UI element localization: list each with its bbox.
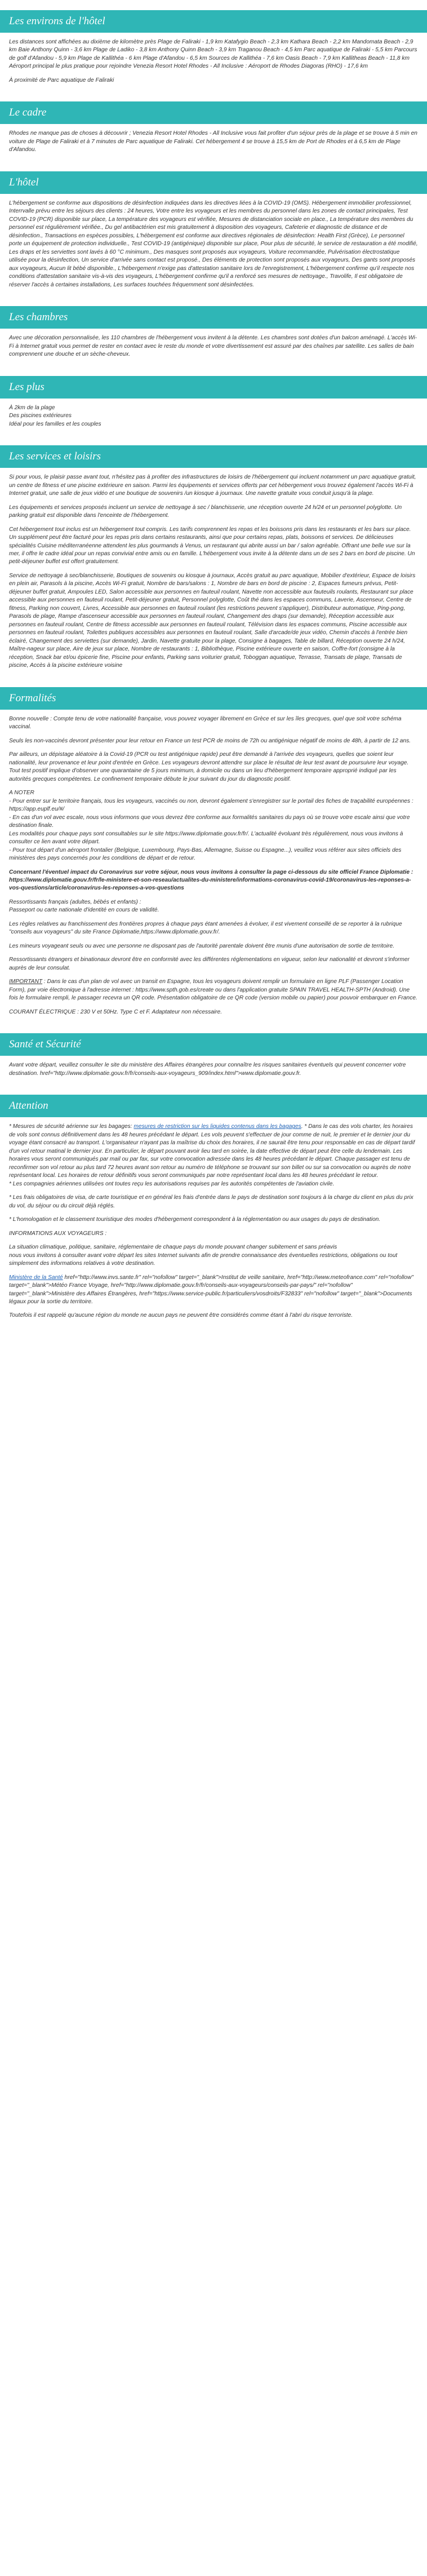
- section-title-hotel: L'hôtel: [0, 171, 427, 194]
- section-plus: [0, 399, 427, 435]
- section-cadre: [0, 124, 427, 161]
- note-line: - Pour tout départ d'un aéroport frontalier (Belgique, Luxembourg, Pays-Bas, Allemagne, Suisse ou Espagne...), veuillez vous référer aux sites officiels des ministères des pays concernés pour les conditions de départ et de retour.: [9, 847, 402, 862]
- line: href="http://www.invs.sante.fr" rel="nofollow" target="_blank">Institut de veille sanitaire, href="http://www.meteofrance.com" rel="nofollow" target="_blank">Météo France Voyage, href="http://www.diplomatie.gouv.fr/fr/conseils-aux-voyageurs/conseils-par-pays/" rel="nofollow" target="_blank">Ministère des Affaires Étrangères, href="https://www.service-public.fr/particuliers/vosdroits/F32833" rel="nofollow" target="_blank">Documents légaux pour la sortie du territoire.: [9, 1274, 413, 1305]
- note-title: A NOTER: [9, 790, 34, 796]
- paragraph: Cet hébergement tout inclus est un hébergement tout compris. Les tarifs comprennent les repas et les boissons pris dans les restaurants et les bars sur place. Un supplément peut être facturé pour les repas pris dans certains restaurants, ainsi que pour certains repas, plats, boissons et services. De délicieuses spécialités Cuisine méditerranéenne attendent les plus gourmands à Venus, un restaurant qui abrite aussi un bar / salon agréable. Offrant une belle vue sur la mer, il offre le cadre idéal pour un repas convivial entre amis ou en famille. L'hébergement vous invite à la détente dans un de ses 2 bars en bord de piscine. Un petit-déjeuner buffet est offert gratuitement.: [9, 526, 415, 565]
- line: * Les compagnies aériennes utilisées ont toutes reçu les autorisations requises par les autorités compétentes de l'aviation civile.: [9, 1180, 335, 1187]
- line: Passeport ou carte nationale d'identité en cours de validité.: [9, 907, 159, 914]
- paragraph: [9, 898, 418, 915]
- important-label: IMPORTANT: [9, 979, 43, 985]
- paragraph: [9, 1274, 418, 1307]
- section-environs: [0, 33, 427, 91]
- note-line: - Pour entrer sur le territoire français, tous les voyageurs, vaccinés ou non, devront également s'enregistrer sur le portail des fiches de traçabilité européennes : https://app.euplf.eu/#/: [9, 798, 413, 813]
- section-title-chambres: Les chambres: [0, 306, 427, 329]
- paragraph: Les distances sont affichées au dixième de kilomètre près Plage de Faliraki - 1,9 km Katafygio Beach - 2,3 km Kathara Beach - 2,2 km Mandomata Beach - 2,9 km Baie Anthony Quinn - 3,6 km Plage de Ladiko - 3,8 km Anthony Quinn Beach - 3,9 km Traganou Beach - 4,5 km Parc aquatique de Faliraki - 5,5 km Parcours de golf d'Afandou - 5,9 km Plage de Kallithéa - 6 km Plage d'Afandou - 6,5 km Sources de Kallithéa - 7,6 km Oasis Beach - 7,9 km Kallitheas Beach - 11,8 km Aéroport principal le plus pratique pour rejoindre Venezia Resort Hotel Rhodes - All Inclusive : Aéroport de Rhodes Diagoras (RHO) - 17,6 km: [9, 39, 417, 70]
- paragraph: * L'homologation et le classement touristique des modes d'hébergement correspondent à la réglementation ou aux usages du pays de destination.: [9, 1216, 381, 1223]
- section-title-environs: Les environs de l'hôtel: [0, 10, 427, 33]
- list-item: À 2km de la plage: [9, 404, 55, 411]
- section-title-sante: Santé et Sécurité: [0, 1033, 427, 1056]
- paragraph: Les mineurs voyageant seuls ou avec une personne ne disposant pas de l'autorité parentale doivent être munis d'une autorisation de sortie de territoire.: [9, 942, 395, 949]
- paragraph: Par ailleurs, un dépistage aléatoire à la Covid-19 (PCR ou test antigénique rapide) peut être demandé à l'arrivée des voyageurs, quelles que soient leur nationalité, leur provenance et leur point d'entrée en Grèce. Les voyageurs devront attendre sur place le résultat de leur test avant de poursuivre leur voyage. Tout test positif implique d'observer une quarantaine de 5 jours minimum, à domicile ou dans un lieu d'hébergement temporaire approprié indiqué par les autorités grecques compétentes. Le confinement temporaire débute le jour suivant du jour du diagnostic positif.: [9, 751, 409, 782]
- line: La situation climatique, politique, sanitaire, réglementaire de chaque pays du monde pouvant changer subitement et sans préavis: [9, 1244, 337, 1251]
- ministere-sante-link[interactable]: Ministère de la Santé: [9, 1274, 63, 1281]
- paragraph: Avant votre départ, veuillez consulter le site du ministère des Affaires étrangères pour connaître les risques sanitaires éventuels qui peuvent concerner votre destination. href="http://www.diplomatie.gouv.fr/fr/conseils-aux-voyageurs_909/index.html">www.diplomatie.gouv.fr.: [9, 1062, 406, 1077]
- section-title-cadre: Le cadre: [0, 101, 427, 124]
- section-title-services: Les services et loisirs: [0, 445, 427, 468]
- line: . * Dans le cas des vols charter, les horaires de vols sont connus définitivement dans les 48 heures précédant le départ. Les vols peuvent s'effectuer de jour comme de nuit, le premier et le dernier jour du voyage étant consacré au transport. L'organisateur n'ayant pas la maîtrise du choix des horaires, il ne saurait être tenu pour responsable en cas de départ tardif d'un vol retour matinal le dernier jour. En particulier, le départ pouvant avoir lieu tard en soirée, la date effective de départ peut être celle du lendemain. Les horaires vous seront communiqués par mail ou par fax, sur votre convocation adressée dans les 48 heures précédant le départ. Chaque passager est tenu de reconfirmer son vol retour au plus tard 72 heures avant son retour au numéro de téléphone se trouvant sur son billet ou sur sa convocation ou auprès de notre représentant local. Les horaires de retour définitifs vous seront communiqués par notre représentant local dans les 48 heures précédant le retour.: [9, 1123, 415, 1179]
- list-item: Idéal pour les familles et les couples: [9, 421, 101, 427]
- paragraph: [9, 978, 418, 1002]
- paragraph: [9, 1123, 418, 1188]
- section-title-formalites: Formalités: [0, 687, 427, 710]
- line: : Dans le cas d'un plan de vol avec un transit en Espagne, tous les voyageurs doivent remplir un formulaire en ligne PLF (Passenger Location Form), par voie électronique à l'adresse internet : https://www.spth.gob.es/create ou dans l'application gratuite SPAIN TRAVEL HEALTH-SPTH (Android). Une fois le formulaire rempli, le passager recevra un QR code. Présentation obligatoire de ce QR code (version mobile ou papier) pour pouvoir embarquer en France.: [9, 979, 417, 1002]
- line: nous vous invitons à consulter avant votre départ les sites Internet suivants afin de prendre connaissance des éventuelles restrictions, obligations ou tout simplement des informations relatives à votre destination.: [9, 1252, 398, 1267]
- paragraph: Seuls les non-vaccinés devront présenter pour leur retour en France un test PCR de moins de 72h ou antigénique négatif de moins de 48h, à partir de 12 ans.: [9, 737, 411, 744]
- paragraph: Ressortissants étrangers et binationaux devront être en conformité avec les différentes réglementations en vigueur, selon leur nationalité et devront s'informer auprès de leur consulat.: [9, 957, 410, 971]
- paragraph: INFORMATIONS AUX VOYAGEURS :: [9, 1230, 107, 1237]
- spacer: [0, 0, 427, 10]
- paragraph: [9, 1243, 418, 1268]
- line: * Mesures de sécurité aérienne sur les bagages:: [9, 1123, 134, 1130]
- paragraph: Les équipements et services proposés incluent un service de nettoyage à sec / blanchisserie, une réception ouverte 24 h/24 et un personnel polyglotte. Un parking gratuit est disponible dans l'enceinte de l'hébergement.: [9, 504, 402, 519]
- liquids-restriction-link[interactable]: mesures de restriction sur les liquides contenus dans les bagages: [134, 1123, 301, 1130]
- paragraph: Toutefois il est rappelé qu'aucune région du monde ne aucun pays ne peuvent être considérés comme étant à l'abri du risque terroriste.: [9, 1312, 353, 1319]
- paragraph: Avec une décoration personnalisée, les 110 chambres de l'hébergement vous invitent à la détente. Les chambres sont dotées d'un balcon aménagé. L'accès Wi-Fi à Internet gratuit vous permet de rester en contact avec le reste du monde et votre divertissement est assuré par des chaînes par satellite. Les salles de bain comprennent une douche et un sèche-cheveux.: [9, 335, 417, 358]
- note-line: Les modalités pour chaque pays sont consultables sur le site https://www.diplomatie.gouv.fr/fr/. L'actualité évoluant très régulièrement, nous vous invitons à consulter ce lien avant votre départ.: [9, 830, 403, 846]
- section-services: [0, 468, 427, 677]
- paragraph: COURANT ÉLECTRIQUE : 230 V et 50Hz. Type C et F. Adaptateur non nécessaire.: [9, 1008, 223, 1015]
- paragraph: Si pour vous, le plaisir passe avant tout, n'hésitez pas à profiter des infrastructures de loisirs de l'hébergement qui incluent notamment un parc aquatique gratuit, un centre de fitness et une piscine extérieure en saison. Parmi les équipements et services offerts par cet hébergement vous trouvez également l'accès Wi-Fi à Internet gratuit, une salle de jeux vidéo et une boutique de souvenirs /un kiosque à journaux. Une navette gratuite vous conduit jusqu'à la plage.: [9, 474, 416, 497]
- section-hotel: [0, 194, 427, 296]
- list-item: Des piscines extérieures: [9, 413, 72, 419]
- paragraph: L'hébergement se conforme aux dispositions de désinfection indiquées dans les directives liées à la COVID-19 (OMS). Hébergement immobilier professionnel, Interrvalle prévu entre les séjours des clients : 24 heures, Votre entre les voyageurs et les membres du personnel dans les zones de contact principales, Test COVID-19 (PCR) disponible sur place, La température des voyageurs est vérifiée, Mesures de distanciation sociale en place., La température des membres du personnel est régulièrement vérifiée., Du gel antibactérien est mis gratuitement à disposition des voyageurs, Cafeterie et diagnostic de distance et de désinfection., Transactions en espèces possibles, L'hébergement est conforme aux directives régionales de désinfection: Health First (Grèce), Le personnel porte un équipement de protection individuelle., Test COVID-19 (antigénique) disponible sur place, Pour plus de sécurité, le service de restauration a été modifié, Les draps et les serviettes sont lavés à 60 °C minimum., Des masques sont proposés aux voyageurs, Voiture recommandée, Pulvérisation électrostatique utilisée pour la désinfection, Un service d'arrivée sans contact est proposé., Des éléments de protection sont proposés aux voyageurs, Des gants sont proposés aux voyageurs, Aucun lit bébé disponible., L'hébergement n'exige pas d'attestation sanitaire lors de l'enregistrement, L'hébergement confirme qu'il respecte nos conditions d'attestation sanitaire vis-à-vis des voyageurs, L'hébergement confirme qu'il a renforcé ses mesures de nettoyage., Travolife, Il est obligatoire de réserver l'accès à certaines installations, Les surfaces touchées fréquemment sont désinfectées.: [9, 200, 418, 288]
- paragraph: * Les frais obligatoires de visa, de carte touristique et en général les frais d'entrée dans le pays de destination sont toujours à la charge du client en plus du prix du vol, du séjour ou du circuit déjà réglés.: [9, 1194, 413, 1209]
- section-formalites: [0, 710, 427, 1024]
- paragraph: Bonne nouvelle : Compte tenu de votre nationalité française, vous pouvez voyager librement en Grèce et sur les îles grecques, quel que soit votre schéma vaccinal.: [9, 715, 402, 731]
- note-line: - En cas d'un vol avec escale, nous vous informons que vous devrez être conforme aux formalités sanitaires du pays où se trouve votre escale ainsi que votre destination finale.: [9, 814, 410, 829]
- section-title-attention: Attention: [0, 1095, 427, 1117]
- section-chambres: [0, 329, 427, 365]
- section-sante: [0, 1056, 427, 1085]
- paragraph: À proximité de Parc aquatique de Faliraki: [9, 77, 114, 83]
- paragraph: Rhodes ne manque pas de choses à découvrir ; Venezia Resort Hotel Rhodes - All Inclusive vous fait profiter d'un séjour près de la plage et se trouve à 5 min en voiture de Plage de Faliraki et à 7 minutes de Parc aquatique de Faliraki. Cet hébergement 4 se trouve à 15,5 km de Port de Rhodes et à 6,5 km de Plage d'Afandou.: [9, 130, 417, 153]
- section-attention: [0, 1117, 427, 1327]
- covid-notice: Concernant l'éventuel impact du Coronavirus sur votre séjour, nous vous invitons à consulter la page ci-dessous du site officiel France Diplomatie : https://www.diplomatie.gouv.fr/fr/le-ministere-et-son-reseau/actualites-du-ministere/informations-coronavirus-covid-19/coronavirus-les-reponses-a-vos-questions/article/coronavirus-les-reponses-a-vos-questions: [9, 869, 413, 892]
- line: Ressortissants français (adultes, bébés et enfants) :: [9, 898, 141, 905]
- note-block: [9, 789, 418, 862]
- paragraph: Service de nettoyage à sec/blanchisserie, Boutiques de souvenirs ou kiosque à journaux, Accès gratuit au parc aquatique, Mobilier d'extérieur, Espace de loisirs en plein air, Parasols à la piscine, Accès Wi-Fi gratuit, Nombre de bars/salons : 1, Nombre de bars en bord de piscine : 2, Espaces fumeurs prévus, Petit-déjeuner buffet gratuit, Ampoules LED, Salon accessible aux personnes en fauteuil roulant, Navette non accessible aux fauteuils roulants, Restaurant sur place accessible aux personnes en fauteuil roulant, Petit-déjeuner gratuit, Personnel polyglotte, Coût thé dans les espaces communs, Laverie, Ascenseur, Centre de fitness, Parking non couvert, Livres, Accessible aux personnes en fauteuil roulant (les restrictions peuvent s'appliquer), Distributeur automatique, Ping-pong, Parasols de plage, Rampe d'ascenseur accessible aux personnes en fauteuil roulant, Changement des draps (sur demande), Réception accessible aux personnes en fauteuil roulant, Centre de fitness accessible aux personnes en fauteuil roulant, Télévision dans les espaces communs, Piscine accessible aux personnes en fauteuil roulant, Toilettes publiques accessibles aux personnes en fauteuil roulant, Salle d'arcade/de jeux vidéo, Chemin d'accès à l'entrée bien éclairé, Changement des serviettes (sur demande), Jardin, Navette gratuite pour la plage, Consigne à bagages, Table de billard, Réception ouverte 24 h/24, Maître-nageur sur place, Aire de jeux sur place, Nombre de restaurants : 1, Bibliothèque, Piscine extérieure ouverte en saison, Coffre-fort (consigne à la réception, Snack bar et/ou épicerie fine, Piscine pour enfants, Parking sans voiturier gratuit, Toboggan aquatique, Terrasse, Transats de plage, Transats de piscine, Accès à la piscine extérieure voisine: [9, 572, 416, 669]
- section-title-plus: Les plus: [0, 376, 427, 399]
- paragraph: Les règles relatives au franchissement des frontières propres à chaque pays étant amenées à évoluer, il est vivement conseillé de se reporter à la rubrique "conseils aux voyageurs" du site France Diplomatie,https://www.diplomatie.gouv.fr/.: [9, 920, 402, 936]
